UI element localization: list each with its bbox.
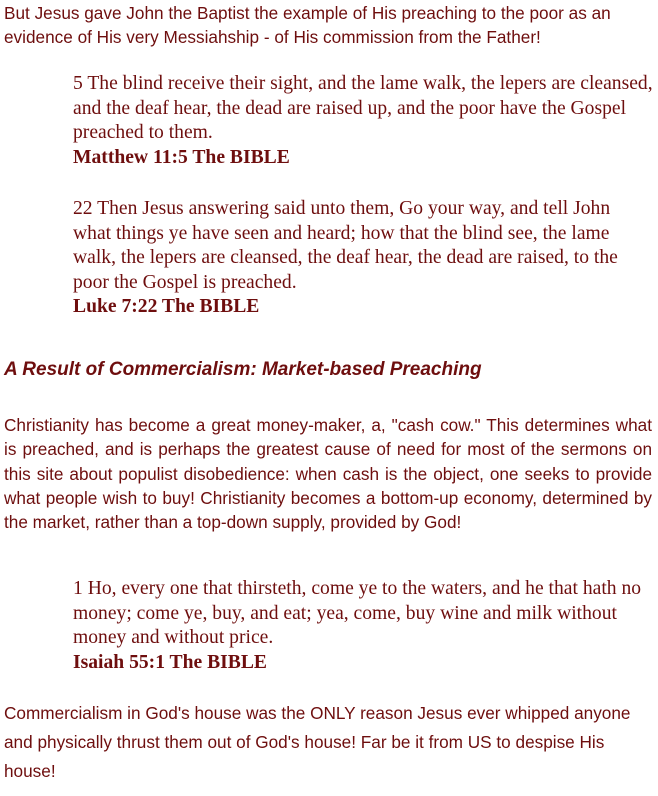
closing-paragraph: Commercialism in God's house was the ONLY reason Jesus ever whipped anyone and physically thrust them out of God's house! Far be it from US to despise His house!: [4, 703, 631, 781]
section-heading: A Result of Commercialism: Market-based Preaching: [4, 359, 482, 380]
scripture-reference: Luke 7:22 The BIBLE: [73, 296, 260, 317]
scripture-verse-text: 22 Then Jesus answering said unto them, Go your way, and tell John what things ye have seen and heard; how that the blind see, the lame walk, the lepers are cleansed, the deaf hear, the dead are raised, to the poor the Gospel is preached.: [73, 198, 618, 293]
scripture-quote-luke: [73, 197, 653, 320]
scripture-reference: Matthew 11:5 The BIBLE: [73, 146, 290, 168]
intro-paragraph: But Jesus gave John the Baptist the example of His preaching to the poor as an evidence of His very Messiahship - of His commission from the Father!: [4, 3, 611, 47]
scripture-quote-matthew: [73, 72, 653, 170]
scripture-verse-text: 1 Ho, every one that thirsteth, come ye to the waters, and he that hath no money; come ye, buy, and eat; yea, come, buy wine and milk without money and without price.: [73, 578, 642, 648]
scripture-verse-text: 5 The blind receive their sight, and the lame walk, the lepers are cleansed, and the deaf hear, the dead are raised up, and the poor have the Gospel preached to them.: [73, 73, 653, 143]
scripture-reference: Isaiah 55:1 The BIBLE: [73, 651, 268, 673]
scripture-quote-isaiah: [73, 577, 653, 675]
section-body-paragraph: Christianity has become a great money-maker, a, "cash cow." This determines what is preached, and is perhaps the greatest cause of need for most of the sermons on this site about populist disobedience: when cash is the object, one seeks to provide what people wish to buy! Christianity becomes a bottom-up economy, determined by the market, rather than a top-down supply, provided by God!: [4, 415, 652, 533]
